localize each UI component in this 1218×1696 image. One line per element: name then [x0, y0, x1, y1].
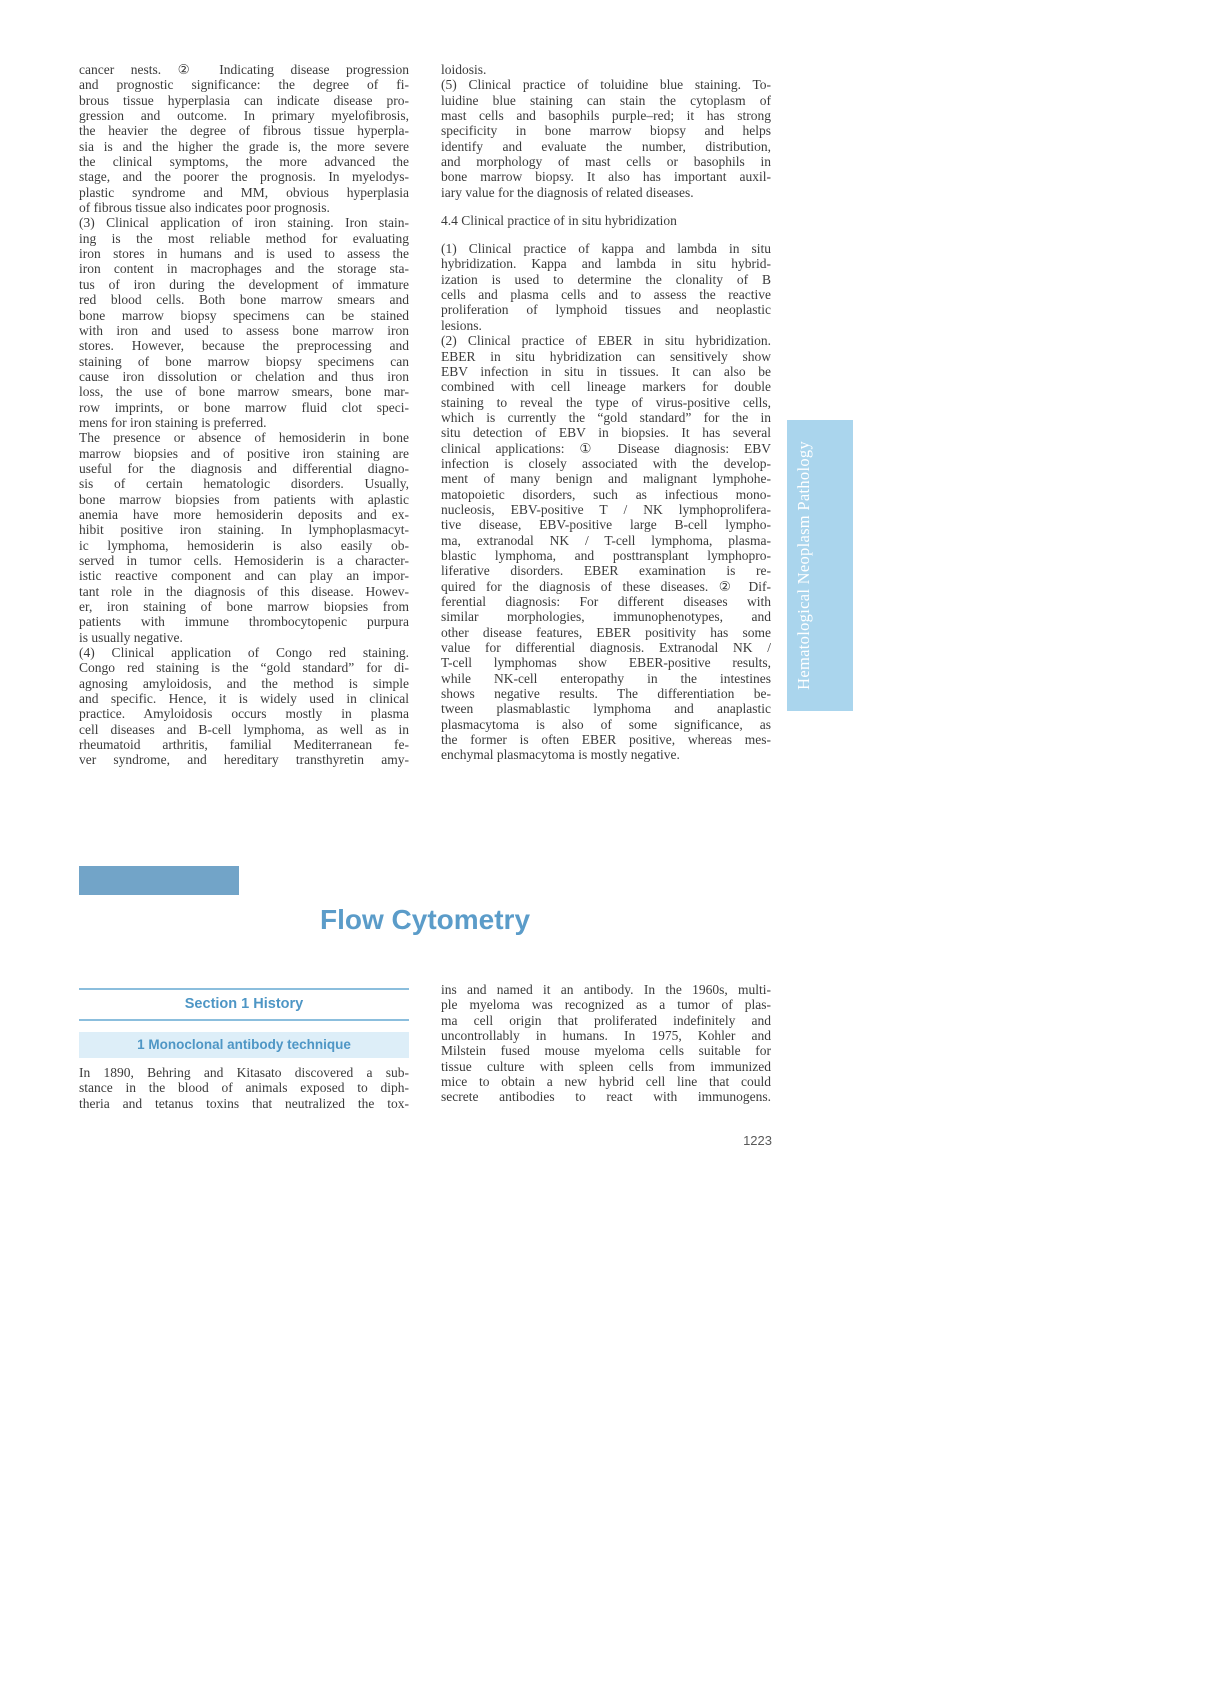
- bottom-left-column-text: [79, 1065, 409, 1111]
- text-line: with iron and used to assess bone marrow iron: [79, 322, 409, 338]
- text-line: (4) Clinical application of Congo red staining.: [79, 645, 409, 661]
- text-line: the clinical symptoms, the more advanced the: [79, 154, 409, 170]
- text-line: value for differential diagnosis. Extranodal NK /: [441, 640, 771, 656]
- text-line: plasmacytoma is also of some significance, as: [441, 716, 771, 732]
- text-line: (3) Clinical application of iron staining. Iron stain-: [79, 215, 409, 231]
- text-line: tive disease, EBV-positive large B-cell lympho-: [441, 517, 771, 533]
- text-line: clinical applications: ① Disease diagnosis: EBV: [441, 440, 771, 456]
- text-line: served in tumor cells. Hemosiderin is a character-: [79, 553, 409, 568]
- paragraph: [79, 430, 409, 645]
- text-line: sis of certain hematologic disorders. Usually,: [79, 476, 409, 492]
- text-line: tus of iron during the development of immature: [79, 276, 409, 292]
- text-line: iron stores in humans and is used to assess the: [79, 246, 409, 262]
- side-tab: [787, 420, 853, 711]
- text-line: staining of bone marrow biopsy specimens can: [79, 353, 409, 369]
- paragraph: [79, 1065, 409, 1111]
- bottom-right-column-text: [441, 982, 771, 1105]
- text-line: secrete antibodies to react with immunogens.: [441, 1089, 771, 1105]
- text-line: tissue culture with spleen cells from immunized: [441, 1058, 771, 1074]
- left-column-text: [79, 62, 409, 768]
- text-line: brous tissue hyperplasia can indicate disease pro-: [79, 92, 409, 108]
- text-line: uncontrollably in humans. In 1975, Kohler and: [441, 1028, 771, 1044]
- text-line: staining to reveal the type of virus-positive cells,: [441, 394, 771, 410]
- text-line: (2) Clinical practice of EBER in situ hybridization.: [441, 333, 771, 349]
- text-line: bone marrow biopsy. It also has important auxil-: [441, 169, 771, 185]
- text-line: ic lymphoma, hemosiderin is also easily ob-: [79, 537, 409, 553]
- text-line: which is currently the “gold standard” for the in: [441, 409, 771, 425]
- text-line: er, iron staining of bone marrow biopsies from: [79, 599, 409, 615]
- text-line: is usually negative.: [79, 629, 183, 645]
- text-line: situ detection of EBV in biopsies. It has several: [441, 425, 771, 441]
- subsection-heading: 4.4 Clinical practice of in situ hybridization: [441, 213, 677, 229]
- text-line: and specific. Hence, it is widely used in clinical: [79, 691, 409, 707]
- text-line: stance in the blood of animals exposed to diph-: [79, 1080, 409, 1096]
- text-line: other disease features, EBER positivity has some: [441, 624, 771, 640]
- text-line: specificity in bone marrow biopsy and helps: [441, 123, 771, 139]
- text-line: of fibrous tissue also indicates poor prognosis.: [79, 200, 330, 216]
- text-line: cell diseases and B-cell lymphoma, as well as in: [79, 721, 409, 737]
- text-line: cause iron dissolution or chelation and thus iron: [79, 368, 409, 384]
- text-line: In 1890, Behring and Kitasato discovered a sub-: [79, 1065, 409, 1080]
- text-line: sia is and the higher the grade is, the more severe: [79, 138, 409, 154]
- text-line: hybridization. Kappa and lambda in situ hybrid-: [441, 256, 771, 272]
- paragraph: [441, 77, 771, 200]
- text-line: hibit positive iron staining. In lymphoplasmacyt-: [79, 522, 409, 538]
- text-line: Milstein fused mouse myeloma cells suitable for: [441, 1043, 771, 1059]
- chapter-label: Chapter Ⅱ: [108, 900, 178, 919]
- text-line: and morphology of mast cells or basophils in: [441, 154, 771, 170]
- text-line: and prognostic significance: the degree of fi-: [79, 77, 409, 93]
- text-line: ing is the most reliable method for evaluating: [79, 230, 409, 246]
- side-tab-label: Hematological Neoplasm Pathology: [794, 441, 813, 690]
- text-line: bone marrow biopsy specimens can be stained: [79, 307, 409, 323]
- paragraph: [441, 62, 771, 77]
- text-line: infection is closely associated with the develop-: [441, 455, 771, 471]
- paragraph: [441, 982, 771, 1105]
- section-header: Section 1 History: [79, 988, 409, 1021]
- text-line: ferential diagnosis: For different diseases with: [441, 594, 771, 609]
- text-line: theria and tetanus toxins that neutralized the tox-: [79, 1095, 409, 1111]
- text-line: ization is used to determine the clonality of B: [441, 271, 771, 287]
- text-line: similar morphologies, immunophenotypes, and: [441, 609, 771, 625]
- subsection-band: 1 Monoclonal antibody technique: [79, 1032, 409, 1058]
- text-line: shows negative results. The differentiation be-: [441, 686, 771, 702]
- text-line: (5) Clinical practice of toluidine blue staining. To-: [441, 77, 771, 93]
- text-line: mens for iron staining is preferred.: [79, 414, 267, 430]
- text-line: EBV infection in situ in tissues. It can also be: [441, 363, 771, 379]
- paragraph: [79, 215, 409, 430]
- text-line: plastic syndrome and MM, obvious hyperplasia: [79, 184, 409, 200]
- text-line: bone marrow biopsies from patients with aplastic: [79, 491, 409, 507]
- text-line: the heavier the degree of fibrous tissue hyperpla-: [79, 123, 409, 139]
- text-line: Congo red staining is the “gold standard” for di-: [79, 660, 409, 676]
- text-line: stores. However, because the preprocessing and: [79, 338, 409, 354]
- text-line: tween plasmablastic lymphoma and anaplastic: [441, 701, 771, 717]
- text-line: istic reactive component and can play an impor-: [79, 568, 409, 584]
- text-line: mice to obtain a new hybrid cell line that could: [441, 1074, 771, 1090]
- text-line: matopoietic disorders, such as infectious mono-: [441, 486, 771, 502]
- text-line: row imprints, or bone marrow fluid clot speci-: [79, 399, 409, 415]
- text-line: cells and plasma cells and to assess the reactive: [441, 287, 771, 303]
- text-line: ma cell origin that proliferated indefinitely and: [441, 1012, 771, 1028]
- text-line: liferative disorders. EBER examination is re-: [441, 563, 771, 579]
- page-number: 1223: [743, 1133, 772, 1148]
- text-line: iary value for the diagnosis of related diseases.: [441, 184, 694, 200]
- paragraph: [441, 241, 771, 333]
- text-line: cancer nests. ② Indicating disease progression: [79, 62, 409, 77]
- chapter-title: Flow Cytometry: [319, 904, 531, 935]
- paragraph: [441, 333, 771, 763]
- text-line: mast cells and basophils purple–red; it has strong: [441, 108, 771, 124]
- right-column-bottom-text: [441, 241, 771, 763]
- text-line: lesions.: [441, 317, 482, 333]
- paragraph: [79, 645, 409, 768]
- text-line: loidosis.: [441, 62, 487, 77]
- right-column-top-text: [441, 62, 771, 200]
- text-line: gression and outcome. In primary myelofibrosis,: [79, 108, 409, 124]
- text-line: ins and named it an antibody. In the 1960s, multi-: [441, 982, 771, 997]
- paragraph: [79, 62, 409, 215]
- text-line: ma, extranodal NK / T-cell lymphoma, plasma-: [441, 532, 771, 548]
- right-column: [441, 62, 771, 763]
- text-line: red blood cells. Both bone marrow smears and: [79, 292, 409, 308]
- text-line: quired for the diagnosis of these diseases. ② Dif-: [441, 578, 771, 594]
- text-line: The presence or absence of hemosiderin in bone: [79, 430, 409, 446]
- text-line: rheumatoid arthritis, familial Mediterranean fe-: [79, 737, 409, 753]
- text-line: (1) Clinical practice of kappa and lambda in situ: [441, 241, 771, 257]
- text-line: blastic lymphoma, and posttransplant lymphopro-: [441, 547, 771, 563]
- text-line: iron content in macrophages and the storage sta-: [79, 261, 409, 277]
- text-line: luidine blue staining can stain the cytoplasm of: [441, 92, 771, 108]
- text-line: stage, and the poorer the prognosis. In myelodys-: [79, 169, 409, 185]
- text-line: while NK-cell enteropathy in the intestines: [441, 670, 771, 686]
- text-line: ple myeloma was recognized as a tumor of plas-: [441, 997, 771, 1013]
- text-line: nucleosis, EBV-positive T / NK lymphoprolifera-: [441, 501, 771, 517]
- text-line: practice. Amyloidosis occurs mostly in plasma: [79, 706, 409, 722]
- text-line: marrow biopsies and of positive iron staining are: [79, 445, 409, 461]
- text-line: patients with immune thrombocytopenic purpura: [79, 614, 409, 630]
- text-line: loss, the use of bone marrow smears, bone mar-: [79, 384, 409, 400]
- chapter-label-box: [79, 866, 239, 919]
- text-line: enchymal plasmacytoma is mostly negative.: [441, 747, 680, 763]
- text-line: the former is often EBER positive, whereas mes-: [441, 732, 771, 748]
- text-line: T-cell lymphomas show EBER-positive results,: [441, 655, 771, 671]
- text-line: EBER in situ hybridization can sensitively show: [441, 348, 771, 364]
- text-line: agnosing amyloidosis, and the method is simple: [79, 675, 409, 691]
- text-line: ver syndrome, and hereditary transthyretin amy-: [79, 752, 409, 768]
- text-line: proliferation of lymphoid tissues and neoplastic: [441, 302, 771, 318]
- text-line: anemia have more hemosiderin deposits and ex-: [79, 506, 409, 522]
- text-line: identify and evaluate the number, distribution,: [441, 138, 771, 154]
- text-line: combined with cell lineage markers for double: [441, 379, 771, 395]
- text-line: tant role in the diagnosis of this disease. Howev-: [79, 583, 409, 599]
- text-line: useful for the diagnosis and differential diagno-: [79, 460, 409, 476]
- text-line: ment of many benign and malignant lymphohe-: [441, 471, 771, 487]
